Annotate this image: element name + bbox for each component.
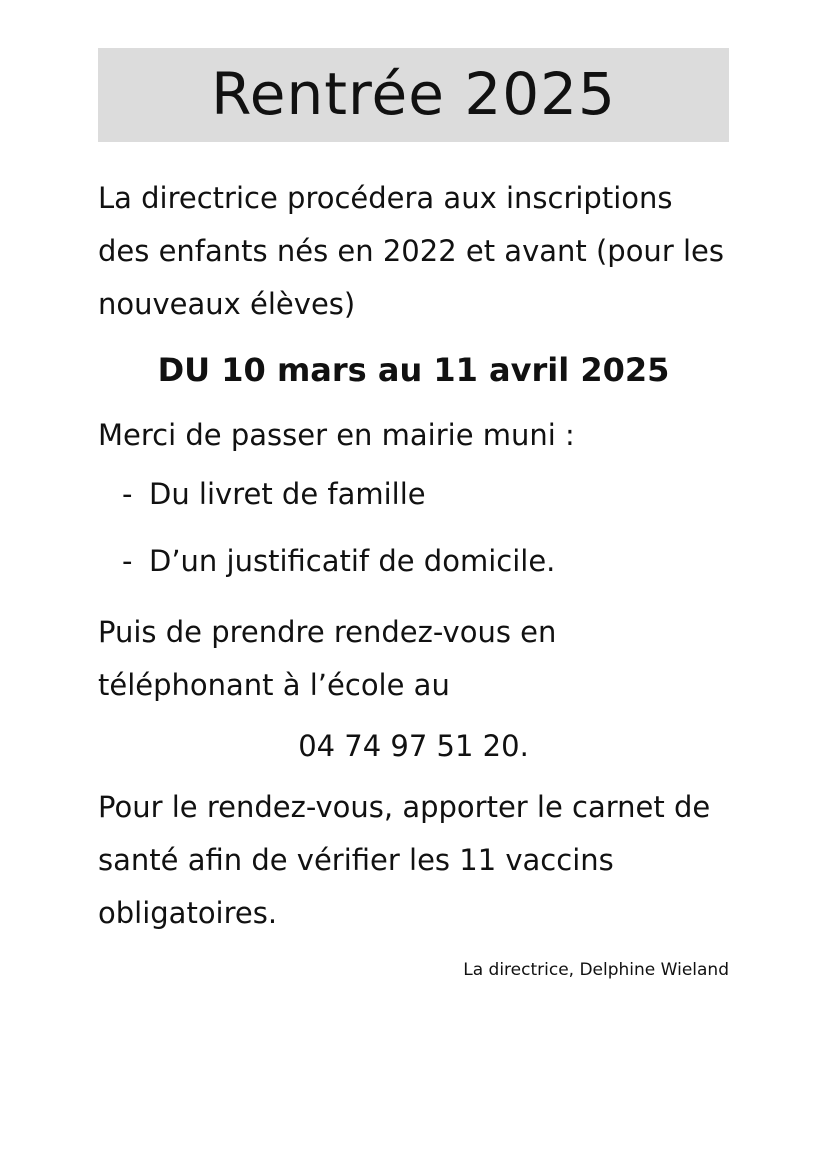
phone-number: 04 74 97 51 20. xyxy=(298,729,529,763)
mairie-instruction: Merci de passer en mairie muni : xyxy=(98,418,575,452)
intro-paragraph: La directrice procédera aux inscriptions des enfants nés en 2022 et avant (pour les nouveaux élèves) xyxy=(98,181,724,321)
list-item xyxy=(122,541,729,581)
list-dash: - xyxy=(122,477,133,511)
list-item xyxy=(122,474,729,514)
list-dash: - xyxy=(122,544,133,578)
appointment-instruction: Puis de prendre rendez-vous en téléphonant à l’école au xyxy=(98,615,557,702)
document-justificatif: D’un justificatif de domicile. xyxy=(149,544,556,578)
title-banner xyxy=(98,48,729,142)
page-title: Rentrée 2025 xyxy=(211,60,616,128)
required-documents-list xyxy=(122,474,729,581)
registration-dates: DU 10 mars au 11 avril 2025 xyxy=(157,351,670,389)
carnet-instruction: Pour le rendez-vous, apporter le carnet de santé afin de vérifier les 11 vaccins obligatoires. xyxy=(98,790,711,930)
signature: La directrice, Delphine Wieland xyxy=(463,960,729,980)
document-page xyxy=(98,48,729,982)
document-livret: Du livret de famille xyxy=(149,477,426,511)
